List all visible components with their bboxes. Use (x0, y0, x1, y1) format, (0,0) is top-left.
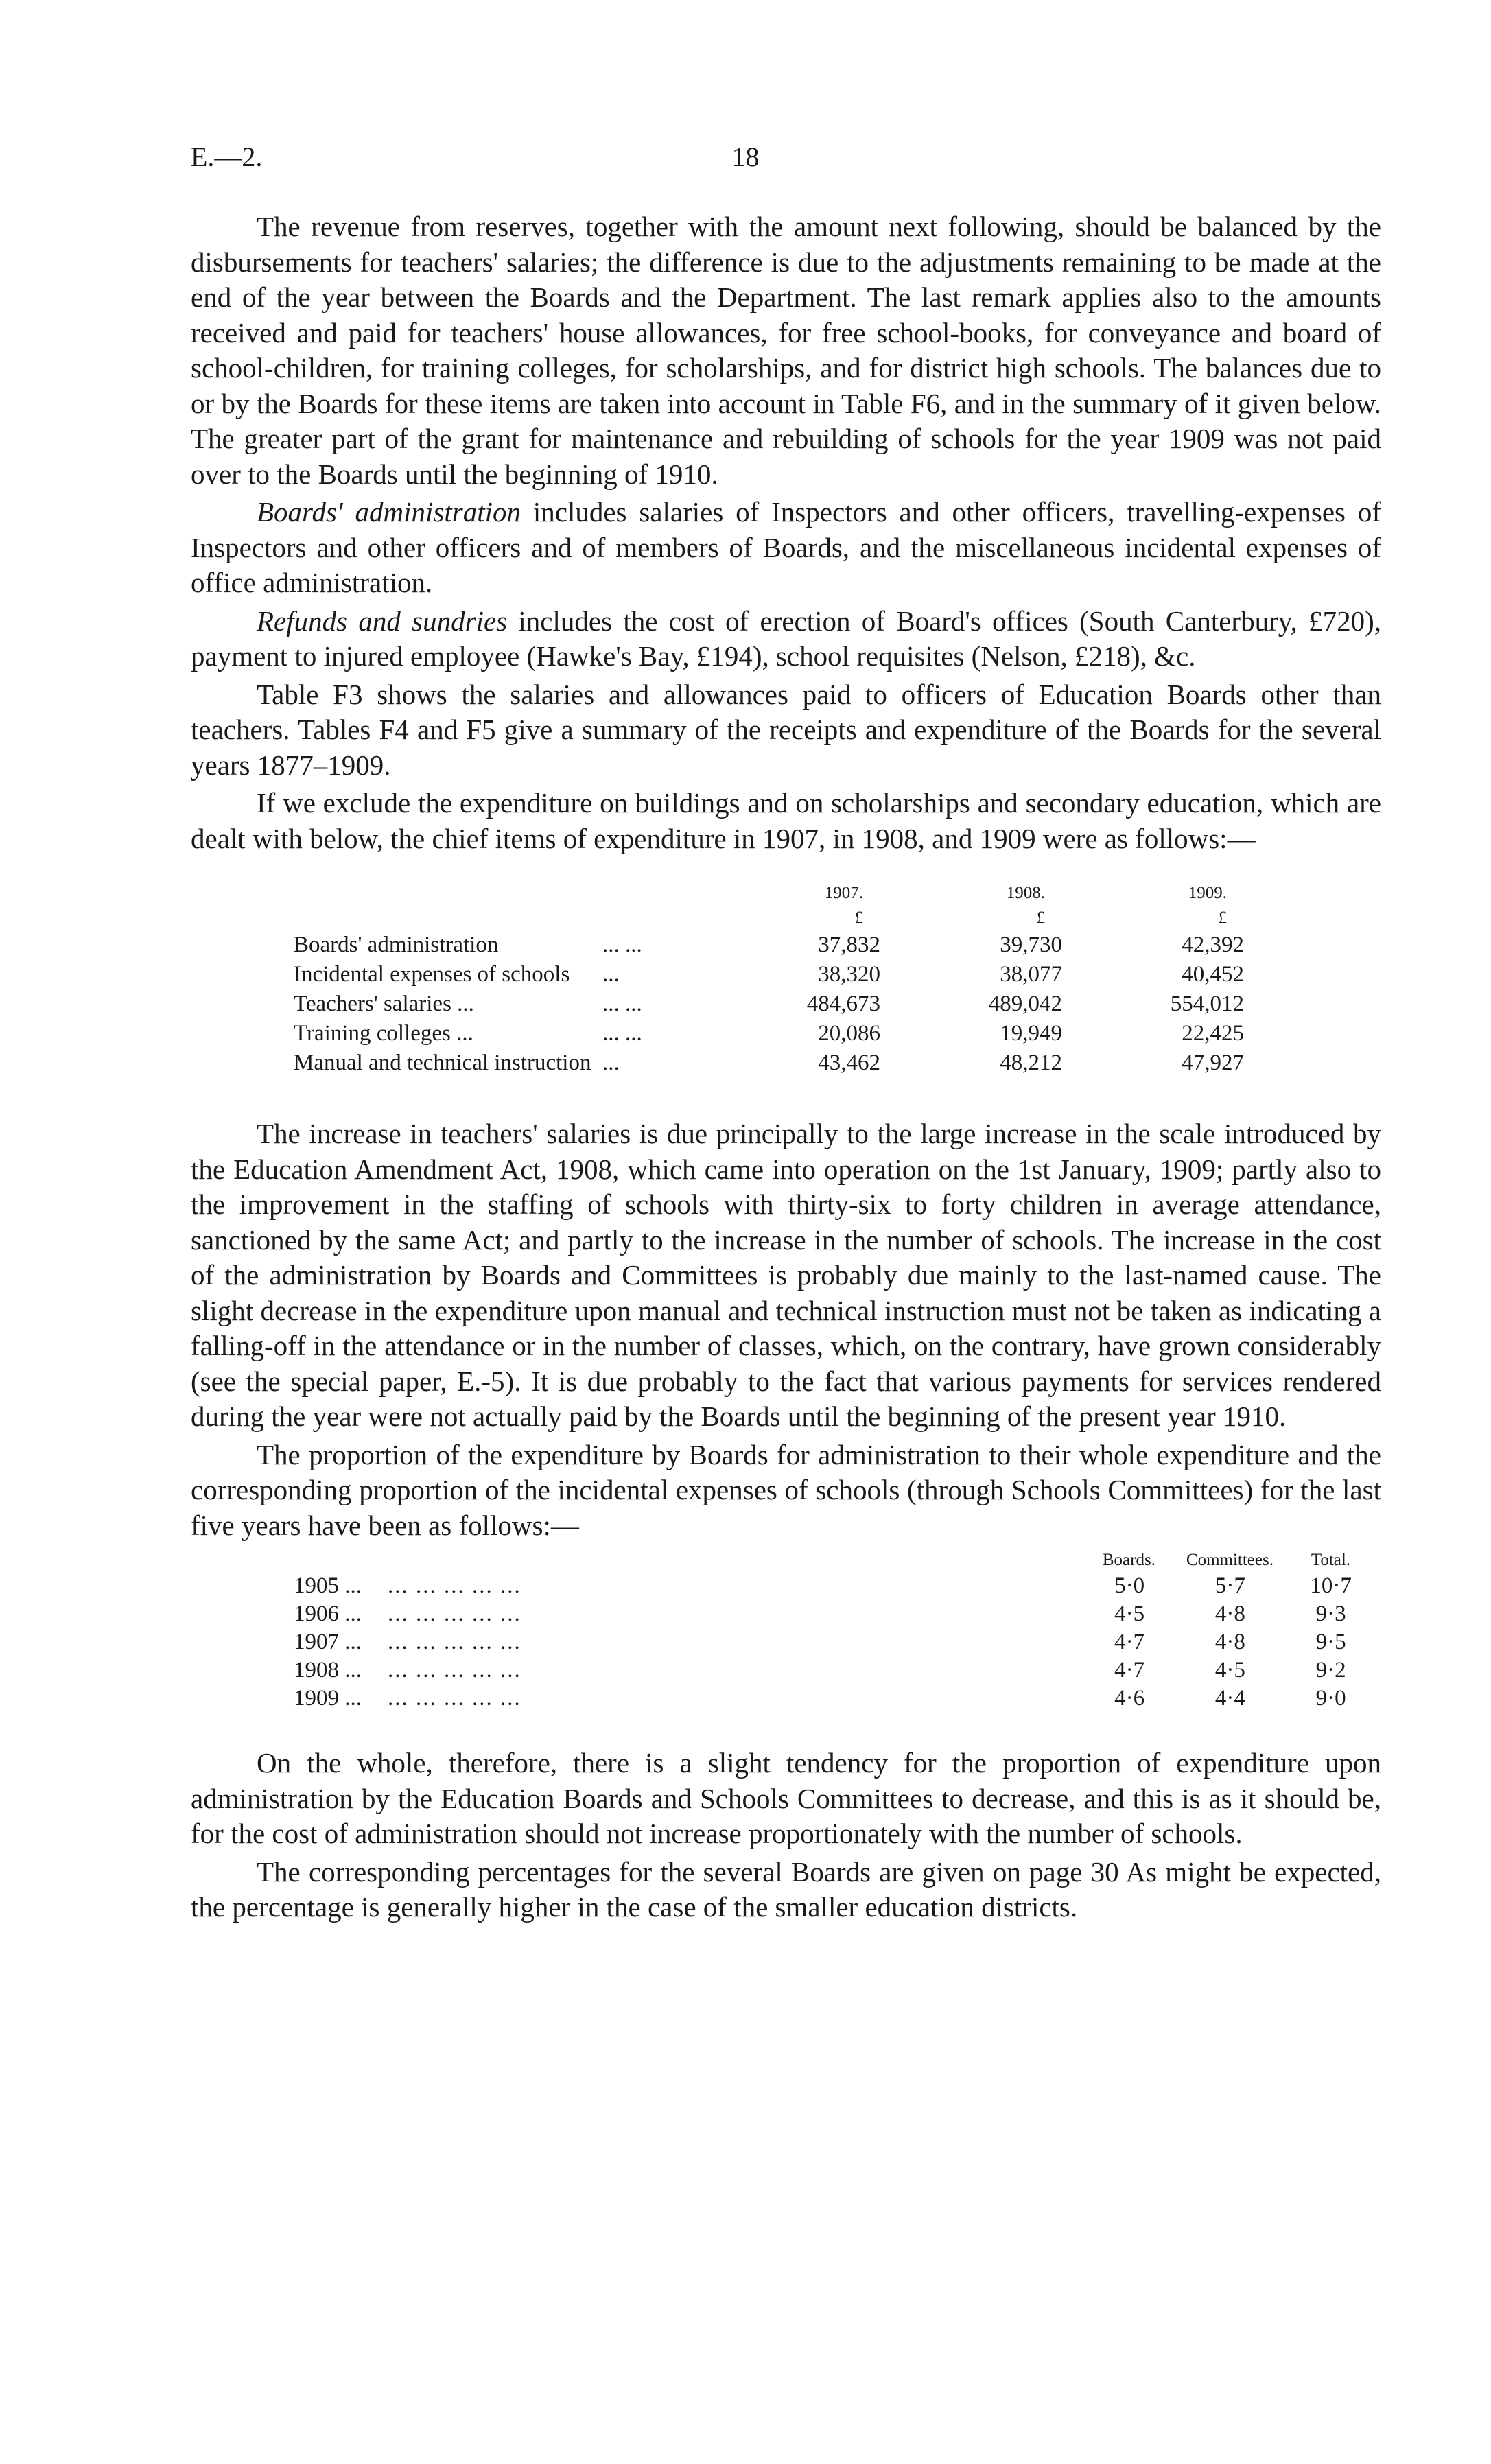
cell-value: 38,320 (818, 962, 880, 987)
unit-label: £ (854, 908, 863, 927)
table-row (191, 1600, 1381, 1628)
cell-value: 37,832 (818, 932, 880, 957)
cell-value: 5·0 (1114, 1573, 1145, 1598)
cell-value: 39,730 (1000, 932, 1062, 957)
cell-value: 489,042 (988, 992, 1062, 1016)
table-row (191, 1019, 1381, 1048)
page-number: 18 (731, 141, 760, 172)
expenditure-table (191, 881, 1381, 1078)
column-header: 1907. (824, 884, 863, 902)
unit-label: £ (1036, 908, 1045, 927)
cell-value: 47,927 (1182, 1051, 1244, 1075)
paragraph-revenue: The revenue from reserves, together with the amount next following, should be balanced by the disbursements for teachers' salaries; the difference is due to the adjustments remaining to be made at the end of the year between the Boards and the Department. The last remark applies also to the amounts received and paid for teachers' house allowances, for free school-books, for conveyance and board of school-children, for training colleges, for scholarships, and for district high schools. The balances due to or by the Boards for these items are taken into account in Table F6, and in the summary of it given below. The greater part of the grant for maintenance and rebuilding of schools for the year 1909 was not paid over to the Boards until the beginning of 1910. (191, 211, 1381, 490)
cell-value: 22,425 (1182, 1021, 1244, 1046)
cell-value: 10·7 (1310, 1573, 1352, 1598)
cell-value: 5·7 (1214, 1573, 1245, 1598)
expenditure-table-unit-row (191, 906, 1381, 930)
cell-value: 9·5 (1315, 1630, 1346, 1654)
proportion-table (191, 1549, 1381, 1713)
column-header: Total. (1311, 1551, 1351, 1569)
paragraph-proportion: The proportion of the expenditure by Boards for administration to their whole expenditure and the corresponding proportion of the incidental expenses of schools (through Schools Committees) for the last five years have been as follows:— (191, 1438, 1381, 1541)
cell-value: 9·2 (1315, 1658, 1346, 1682)
leader-dots: ... ... (602, 992, 642, 1016)
cell-value: 4·8 (1214, 1630, 1245, 1654)
row-year: 1906 ... (294, 1601, 362, 1626)
cell-value: 19,949 (1000, 1021, 1062, 1046)
unit-label: £ (1218, 908, 1227, 927)
cell-value: 4·4 (1214, 1686, 1245, 1711)
boards-administration-term: Boards' administration (257, 496, 521, 528)
table-row (191, 1572, 1381, 1600)
row-label: Boards' administration (294, 932, 499, 957)
paragraph-percentages: The corresponding percentages for the several Boards are given on page 30 As might be expected, the percentage is generally higher in the case of the smaller education districts. (191, 1855, 1381, 1923)
cell-value: 43,462 (818, 1051, 880, 1075)
cell-value: 484,673 (806, 992, 880, 1016)
document-reference: E.—2. (191, 141, 263, 172)
leader-dots: ... ... ... ... ... (387, 1601, 521, 1626)
table-row (191, 1628, 1381, 1656)
column-header: 1908. (1006, 884, 1045, 902)
row-label: Training colleges ... (294, 1021, 473, 1046)
row-year: 1909 ... (294, 1686, 362, 1711)
row-label: Teachers' salaries ... (294, 992, 474, 1016)
row-label: Manual and technical instruction (294, 1051, 591, 1075)
cell-value: 4·7 (1114, 1630, 1145, 1654)
body-text (191, 209, 1381, 1928)
row-year: 1905 ... (294, 1573, 362, 1598)
leader-dots: ... (602, 962, 620, 987)
cell-value: 40,452 (1182, 962, 1244, 987)
paragraph-table-f3: Table F3 shows the salaries and allowances paid to officers of Education Boards other than teachers. Tables F4 and F5 give a summary of the receipts and expenditure of the Boards for the several years 1877–1909. (191, 678, 1381, 781)
boards-administration-text: includes salaries of Inspectors and other officers, travelling-expenses of Inspectors and other officers and of members of Boards, and the miscellaneous incidental expenses of office administration. (191, 496, 1381, 598)
paragraph-refunds (191, 604, 1381, 674)
cell-value: 4·5 (1214, 1658, 1245, 1682)
expenditure-table-header (191, 881, 1381, 906)
column-header: Committees. (1186, 1551, 1273, 1569)
column-header: 1909. (1188, 884, 1227, 902)
cell-value: 554,012 (1170, 992, 1244, 1016)
table-row (191, 1048, 1381, 1078)
table-row (191, 960, 1381, 989)
cell-value: 4·6 (1114, 1686, 1145, 1711)
refunds-text: includes the cost of erection of Board's offices (South Canterbury, £720), payment to injured employee (Hawke's Bay, £194), school requisites (Nelson, £218), &c. (191, 605, 1381, 672)
proportion-table-header (191, 1549, 1381, 1572)
cell-value: 20,086 (818, 1021, 880, 1046)
paragraph-salary-increase: The increase in teachers' salaries is due principally to the large increase in the scale introduced by the Education Amendment Act, 1908, which came into operation on the 1st January, 1909; partly also to the improvement in the staffing of schools with thirty-six to forty children in average attendance, sanctioned by the same Act; and partly to the increase in the number of schools. The increase in the cost of the administration by Boards and Committees is probably due mainly to the last-named cause. The slight decrease in the expenditure upon manual and technical instruction must not be taken as indicating a falling-off in the attendance or in the number of classes, which, on the contrary, have grown considerably (see the special paper, E.-5). It is due probably to the fact that various payments for services rendered during the year were not actually paid by the Boards until the beginning of the present year 1910. (191, 1118, 1381, 1432)
leader-dots: ... ... ... ... ... (387, 1658, 521, 1682)
paragraph-boards-administration (191, 495, 1381, 601)
leader-dots: ... ... (602, 932, 642, 957)
row-label: Incidental expenses of schools (294, 962, 570, 987)
table-row (191, 1656, 1381, 1685)
page-header (191, 141, 1300, 182)
table-row (191, 1685, 1381, 1713)
cell-value: 48,212 (1000, 1051, 1062, 1075)
cell-value: 4·7 (1114, 1658, 1145, 1682)
leader-dots: ... ... ... ... ... (387, 1686, 521, 1711)
cell-value: 9·0 (1315, 1686, 1346, 1711)
leader-dots: ... (602, 1051, 620, 1075)
paragraph-tendency: On the whole, therefore, there is a slight tendency for the proportion of expenditure upon administration by the Education Boards and Schools Committees to decrease, and this is as it should be, for the cost of administration should not increase proportionately with the number of schools. (191, 1747, 1381, 1849)
leader-dots: ... ... ... ... ... (387, 1630, 521, 1654)
cell-value: 38,077 (1000, 962, 1062, 987)
cell-value: 4·5 (1114, 1601, 1145, 1626)
column-header: Boards. (1102, 1551, 1155, 1569)
refunds-term: Refunds and sundries (257, 605, 508, 637)
table-row (191, 930, 1381, 960)
leader-dots: ... ... ... ... ... (387, 1573, 521, 1598)
paragraph-exclude: If we exclude the expenditure on buildings and on scholarships and secondary education, which are dealt with below, the chief items of expenditure in 1907, in 1908, and 1909 were as follows:— (191, 787, 1381, 854)
row-year: 1908 ... (294, 1658, 362, 1682)
row-year: 1907 ... (294, 1630, 362, 1654)
cell-value: 9·3 (1315, 1601, 1346, 1626)
cell-value: 4·8 (1214, 1601, 1245, 1626)
table-row (191, 989, 1381, 1019)
cell-value: 42,392 (1182, 932, 1244, 957)
leader-dots: ... ... (602, 1021, 642, 1046)
